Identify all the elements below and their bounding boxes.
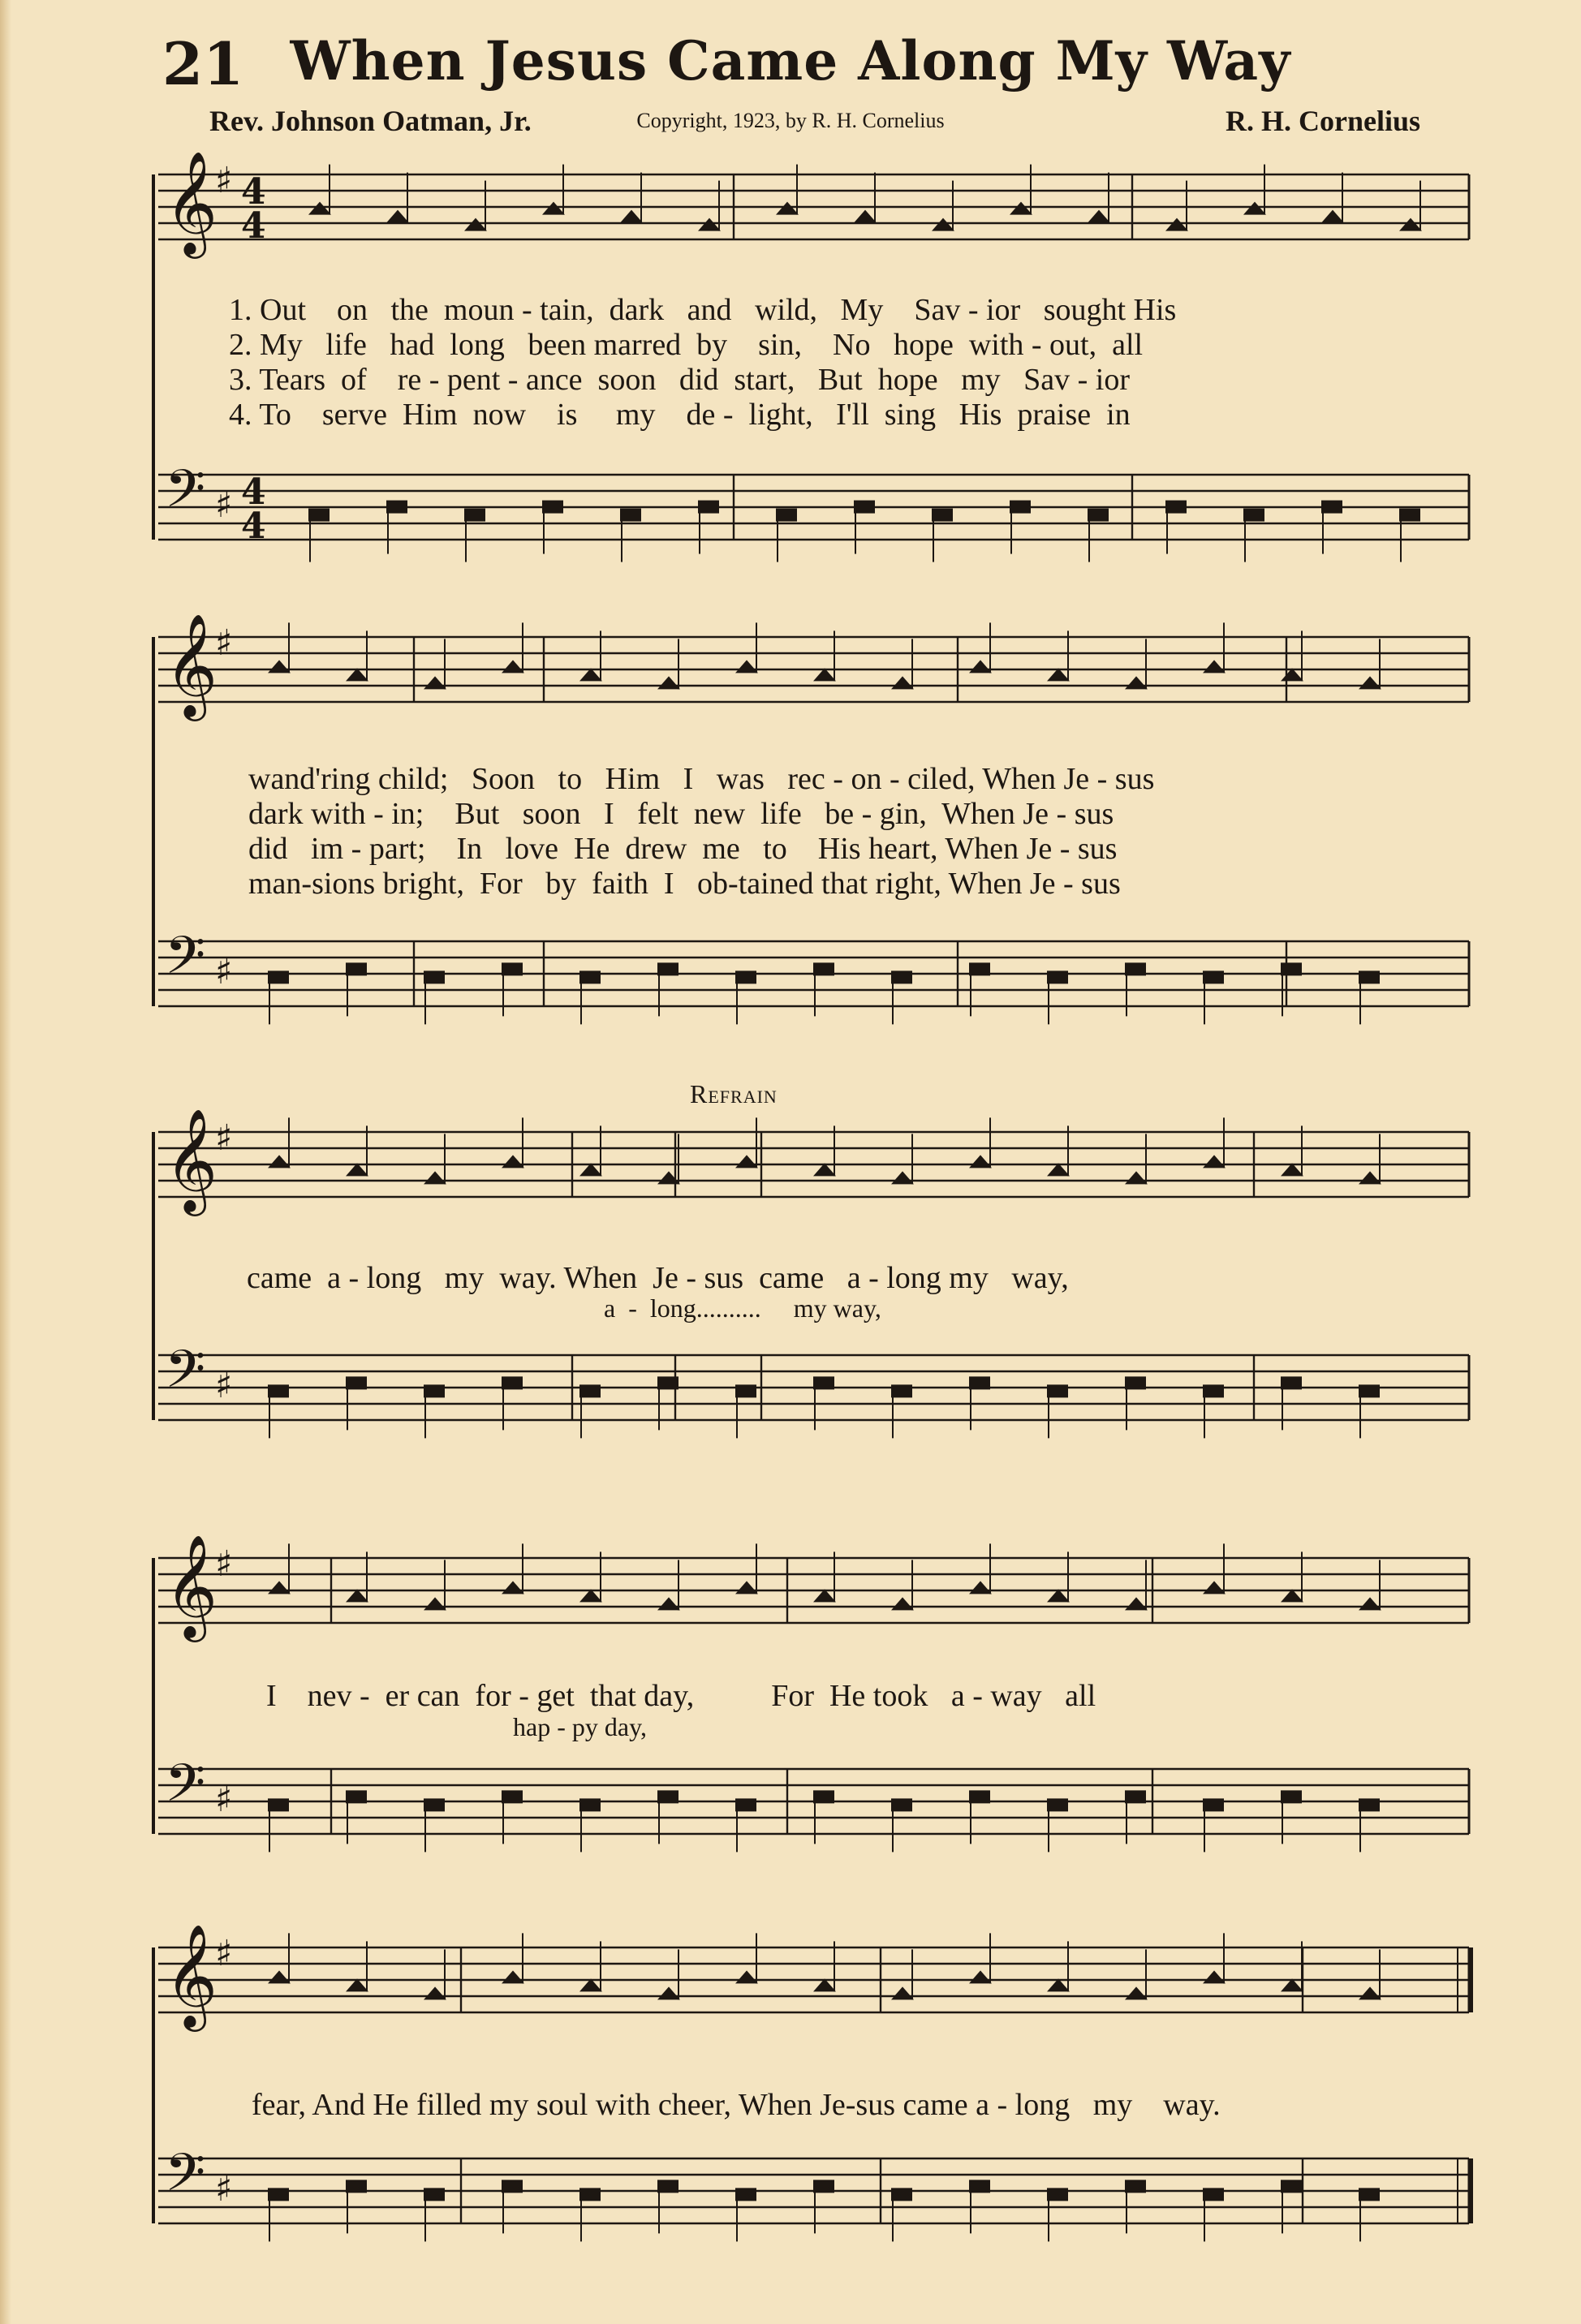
- note-head: [424, 1171, 446, 1184]
- lyric-line: wand'ring child; Soon to Him I was rec - on - ciled, When Je - sus: [248, 762, 1155, 796]
- note-head: [969, 962, 990, 975]
- note-head: [542, 501, 563, 514]
- note-head: [657, 962, 678, 975]
- note-head: [1203, 1384, 1224, 1397]
- note-head: [502, 1155, 524, 1168]
- words-credit: Rev. Johnson Oatman, Jr.: [209, 105, 532, 137]
- note-head: [698, 501, 719, 514]
- lyric-line: 2. My life had long been marred by sin, No hope with - out, all: [229, 328, 1144, 362]
- note-head: [891, 1986, 914, 1999]
- note-head: [1203, 1798, 1224, 1811]
- refrain-label: Refrain: [690, 1079, 778, 1108]
- note-head: [776, 202, 799, 215]
- note-head: [1359, 1597, 1381, 1610]
- lyric-line: a - long.......... my way,: [247, 1293, 881, 1323]
- note-head: [854, 501, 875, 514]
- note-head: [735, 660, 758, 673]
- hymn-number: 21: [162, 29, 244, 98]
- note-head: [579, 1384, 601, 1397]
- note-head: [932, 218, 954, 231]
- note-head: [502, 1581, 524, 1594]
- note-head: [424, 676, 446, 689]
- note-head: [1165, 501, 1187, 514]
- note-head: [1125, 1790, 1146, 1803]
- note-head: [1125, 1986, 1148, 1999]
- note-head: [620, 509, 641, 522]
- note-head: [1125, 1376, 1146, 1389]
- key-signature-sharp: ♯: [215, 1779, 233, 1820]
- lyric-line: 1. Out on the moun - tain, dark and wild, My Sav - ior sought His: [229, 293, 1177, 327]
- note-head: [969, 1790, 990, 1803]
- note-head: [891, 1171, 914, 1184]
- note-head: [776, 509, 797, 522]
- bass-clef: 𝄢: [165, 926, 206, 999]
- note-head: [1088, 210, 1110, 223]
- note-head: [813, 2180, 834, 2193]
- note-head: [735, 1155, 758, 1168]
- note-head: [657, 1171, 680, 1184]
- note-head: [891, 2188, 912, 2201]
- note-head: [891, 970, 912, 983]
- lyric-line: man-sions bright, For by faith I ob-tained that right, When Je - sus: [248, 867, 1121, 901]
- note-head: [1125, 1171, 1148, 1184]
- note-head: [579, 970, 601, 983]
- note-head: [1010, 202, 1032, 215]
- treble-clef: 𝄞: [165, 613, 218, 717]
- key-signature-sharp: ♯: [215, 951, 233, 992]
- note-head: [1359, 676, 1381, 689]
- note-head: [268, 1384, 289, 1397]
- note-head: [1010, 501, 1031, 514]
- key-signature-sharp: ♯: [215, 160, 233, 201]
- note-head: [891, 676, 914, 689]
- note-head: [969, 1970, 992, 1983]
- lyric-line: hap - py day,: [266, 1712, 647, 1741]
- note-head: [502, 1376, 523, 1389]
- note-head: [1203, 660, 1226, 673]
- note-head: [813, 962, 834, 975]
- note-head: [424, 1798, 445, 1811]
- note-head: [735, 1581, 758, 1594]
- note-head: [1165, 218, 1188, 231]
- lyric-line: came a - long my way. When Je - sus came a - long my way,: [247, 1261, 1069, 1295]
- note-head: [735, 970, 756, 983]
- note-head: [268, 1970, 291, 1983]
- key-signature-sharp: ♯: [215, 622, 233, 664]
- note-head: [1359, 1384, 1380, 1397]
- note-head: [932, 509, 953, 522]
- bass-clef: 𝄢: [165, 459, 206, 532]
- note-head: [1125, 676, 1148, 689]
- time-signature-top: 4: [241, 171, 266, 213]
- key-signature-sharp: ♯: [215, 484, 233, 526]
- hymn-title: When Jesus Came Along My Way: [290, 29, 1291, 93]
- note-head: [579, 2188, 601, 2201]
- bass-clef: 𝄢: [165, 2143, 206, 2216]
- note-head: [620, 210, 643, 223]
- note-head: [891, 1798, 912, 1811]
- note-head: [1281, 1376, 1302, 1389]
- note-head: [268, 1798, 289, 1811]
- time-signature-bottom: 4: [241, 205, 266, 247]
- note-head: [268, 970, 289, 983]
- note-head: [424, 1986, 446, 1999]
- note-head: [1125, 1597, 1148, 1610]
- note-head: [268, 2188, 289, 2201]
- note-head: [502, 2180, 523, 2193]
- key-signature-sharp: ♯: [215, 1543, 233, 1585]
- note-head: [891, 1384, 912, 1397]
- note-head: [1281, 1790, 1302, 1803]
- lyric-line: 4. To serve Him now is my de - light, I'll sing His praise in: [229, 398, 1131, 432]
- lyric-line: dark with - in; But soon I felt new life be - gin, When Je - sus: [248, 797, 1114, 831]
- note-head: [657, 1376, 678, 1389]
- note-head: [424, 2188, 445, 2201]
- note-head: [657, 676, 680, 689]
- treble-clef: 𝄞: [165, 1923, 218, 2027]
- note-head: [1359, 1986, 1381, 1999]
- note-head: [424, 1597, 446, 1610]
- note-head: [424, 970, 445, 983]
- note-head: [1399, 218, 1422, 231]
- note-head: [502, 962, 523, 975]
- note-head: [386, 210, 409, 223]
- note-head: [969, 1376, 990, 1389]
- note-head: [657, 1790, 678, 1803]
- treble-clef: 𝄞: [165, 1534, 218, 1638]
- time-signature-bottom: 4: [241, 506, 266, 547]
- note-head: [579, 1798, 601, 1811]
- note-head: [969, 1155, 992, 1168]
- note-head: [698, 218, 721, 231]
- note-head: [657, 2180, 678, 2193]
- note-head: [735, 1970, 758, 1983]
- note-head: [346, 962, 367, 975]
- note-head: [735, 1384, 756, 1397]
- note-head: [969, 660, 992, 673]
- note-head: [346, 1790, 367, 1803]
- note-head: [1047, 1798, 1068, 1811]
- note-head: [1359, 1798, 1380, 1811]
- note-head: [268, 660, 291, 673]
- bass-clef: 𝄢: [165, 1340, 206, 1413]
- note-head: [657, 1597, 680, 1610]
- note-head: [1243, 509, 1264, 522]
- note-head: [424, 1384, 445, 1397]
- note-head: [735, 1798, 756, 1811]
- note-head: [891, 1597, 914, 1610]
- key-signature-sharp: ♯: [215, 2168, 233, 2210]
- lyric-line: 3. Tears of re - pent - ance soon did start, But hope my Sav - ior: [229, 363, 1131, 397]
- note-head: [1203, 1970, 1226, 1983]
- key-signature-sharp: ♯: [215, 1117, 233, 1159]
- note-head: [502, 660, 524, 673]
- note-head: [1203, 1581, 1226, 1594]
- note-head: [813, 1376, 834, 1389]
- note-head: [1243, 202, 1266, 215]
- time-signature-top: 4: [241, 471, 266, 513]
- note-head: [268, 1581, 291, 1594]
- note-head: [542, 202, 565, 215]
- note-head: [464, 218, 487, 231]
- note-head: [1125, 962, 1146, 975]
- note-head: [1321, 210, 1344, 223]
- lyric-line: I nev - er can for - get that day, For He took a - way all: [266, 1679, 1096, 1713]
- key-signature-sharp: ♯: [215, 1933, 233, 1974]
- note-head: [969, 2180, 990, 2193]
- note-head: [1359, 2188, 1380, 2201]
- note-head: [346, 1376, 367, 1389]
- note-head: [1281, 2180, 1302, 2193]
- note-head: [1203, 1155, 1226, 1168]
- note-head: [1321, 501, 1342, 514]
- note-head: [346, 2180, 367, 2193]
- lyric-line: fear, And He filled my soul with cheer, When Je-sus came a - long my way.: [252, 2088, 1221, 2122]
- note-head: [1047, 1384, 1068, 1397]
- music-credit: R. H. Cornelius: [1225, 105, 1420, 137]
- note-head: [464, 509, 485, 522]
- note-head: [657, 1986, 680, 1999]
- treble-clef: 𝄞: [165, 1108, 218, 1211]
- note-head: [502, 1790, 523, 1803]
- note-head: [1359, 970, 1380, 983]
- note-head: [969, 1581, 992, 1594]
- note-head: [1047, 970, 1068, 983]
- bass-clef: 𝄢: [165, 1754, 206, 1827]
- note-head: [735, 2188, 756, 2201]
- lyric-line: did im - part; In love He drew me to His heart, When Je - sus: [248, 832, 1118, 866]
- treble-clef: 𝄞: [165, 150, 218, 254]
- note-head: [308, 509, 330, 522]
- note-head: [1203, 2188, 1224, 2201]
- note-head: [502, 1970, 524, 1983]
- note-head: [386, 501, 407, 514]
- note-head: [813, 1790, 834, 1803]
- note-head: [1359, 1171, 1381, 1184]
- note-head: [1281, 962, 1302, 975]
- note-head: [1399, 509, 1420, 522]
- note-head: [1203, 970, 1224, 983]
- note-head: [308, 202, 331, 215]
- note-head: [1047, 2188, 1068, 2201]
- note-head: [1125, 2180, 1146, 2193]
- copyright-notice: Copyright, 1923, by R. H. Cornelius: [636, 109, 945, 132]
- note-head: [854, 210, 877, 223]
- note-head: [1088, 509, 1109, 522]
- key-signature-sharp: ♯: [215, 1365, 233, 1406]
- note-head: [268, 1155, 291, 1168]
